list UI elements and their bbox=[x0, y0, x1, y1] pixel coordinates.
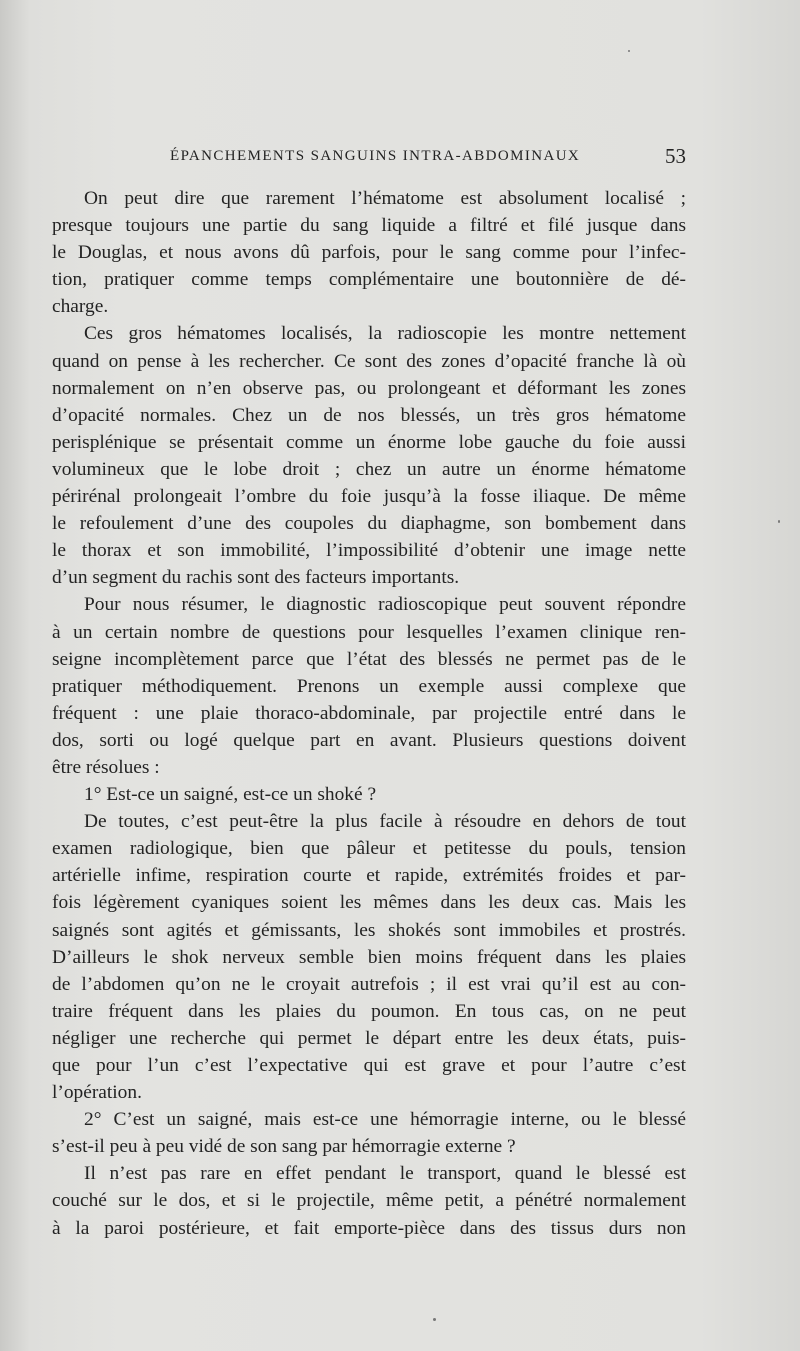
page-number: 53 bbox=[665, 144, 686, 168]
text-line: volumineux que le lobe droit ; chez un autre un énorme hématome bbox=[52, 458, 686, 480]
text-line: Pour nous résumer, le diagnostic radioscopique peut souvent répondre bbox=[84, 594, 686, 616]
text-line: périrénal prolongeait l’ombre du foie jusqu’à la fosse iliaque. De même bbox=[52, 486, 686, 508]
text-line: l’opération. bbox=[52, 1082, 142, 1104]
text-line: charge. bbox=[52, 296, 109, 318]
page-header bbox=[52, 144, 686, 172]
text-line: s’est-il peu à peu vidé de son sang par hémorragie externe ? bbox=[52, 1136, 516, 1158]
paper-speck bbox=[433, 1318, 436, 1321]
text-line: quand on pense à les rechercher. Ce sont des zones d’opacité franche là où bbox=[52, 350, 686, 372]
text-line: le thorax et son immobilité, l’impossibilité d’obtenir une image nette bbox=[52, 540, 686, 562]
text-line: 1° Est-ce un saigné, est-ce un shoké ? bbox=[84, 784, 377, 806]
text-line: seigne incomplètement parce que l’état des blessés ne permet pas de le bbox=[52, 648, 686, 670]
text-line: 2° C’est un saigné, mais est-ce une hémorragie interne, ou le blessé bbox=[84, 1109, 686, 1131]
text-line: à la paroi postérieure, et fait emporte-pièce dans des tissus durs non bbox=[52, 1217, 686, 1239]
text-line: saignés sont agités et gémissants, les shokés sont immobiles et prostrés. bbox=[52, 919, 686, 941]
text-line: le refoulement d’une des coupoles du diaphagme, son bombement dans bbox=[52, 513, 686, 535]
text-line: perisplénique se présentait comme un énorme lobe gauche du foie aussi bbox=[52, 431, 686, 453]
text-line: pratiquer méthodiquement. Prenons un exemple aussi complexe que bbox=[52, 675, 686, 697]
text-line: d’un segment du rachis sont des facteurs importants. bbox=[52, 567, 460, 589]
text-line: Il n’est pas rare en effet pendant le transport, quand le blessé est bbox=[84, 1163, 686, 1185]
text-line: à un certain nombre de questions pour lesquelles l’examen clinique ren- bbox=[52, 621, 686, 643]
text-line: Ces gros hématomes localisés, la radioscopie les montre nettement bbox=[84, 323, 686, 345]
text-line: normalement on n’en observe pas, ou prolongeant et déformant les zones bbox=[52, 377, 686, 399]
text-line: traire fréquent dans les plaies du poumon. En tous cas, on ne peut bbox=[52, 1000, 686, 1022]
text-line: presque toujours une partie du sang liquide a filtré et filé jusque dans bbox=[52, 215, 686, 237]
text-line: être résolues : bbox=[52, 756, 160, 778]
text-line: dos, sorti ou logé quelque part en avant. Plusieurs questions doivent bbox=[52, 729, 686, 751]
text-line: de l’abdomen qu’on ne le croyait autrefois ; il est vrai qu’il est au con- bbox=[52, 973, 686, 995]
text-line: fois légèrement cyaniques soient les mêmes dans les deux cas. Mais les bbox=[52, 892, 686, 914]
text-line: négliger une recherche qui permet le départ entre les deux états, puis- bbox=[52, 1027, 686, 1049]
running-title: ÉPANCHEMENTS SANGUINS INTRA-ABDOMINAUX bbox=[170, 148, 581, 164]
text-line: le Douglas, et nous avons dû parfois, pour le sang comme pour l’infec- bbox=[52, 242, 686, 264]
text-line: examen radiologique, bien que pâleur et petitesse du pouls, tension bbox=[52, 838, 686, 860]
body-text bbox=[52, 185, 686, 1242]
text-line: tion, pratiquer comme temps complémentaire une boutonnière de dé- bbox=[52, 269, 686, 291]
text-line: d’opacité normales. Chez un de nos blessés, un très gros hématome bbox=[52, 404, 686, 426]
text-line: On peut dire que rarement l’hématome est absolument localisé ; bbox=[84, 188, 686, 209]
text-line: artérielle infime, respiration courte et rapide, extrémités froides et par- bbox=[52, 865, 686, 887]
text-line: D’ailleurs le shok nerveux semble bien moins fréquent dans les plaies bbox=[52, 946, 686, 968]
text-line: que pour l’un c’est l’expectative qui est grave et pour l’autre c’est bbox=[52, 1055, 686, 1076]
paper-speck bbox=[628, 50, 630, 52]
text-line: De toutes, c’est peut-être la plus facile à résoudre en dehors de tout bbox=[84, 811, 686, 833]
text-line: couché sur le dos, et si le projectile, même petit, a pénétré normalement bbox=[52, 1190, 686, 1212]
text-line: fréquent : une plaie thoraco-abdominale, par projectile entré dans le bbox=[52, 702, 686, 724]
paper-speck bbox=[778, 520, 780, 523]
